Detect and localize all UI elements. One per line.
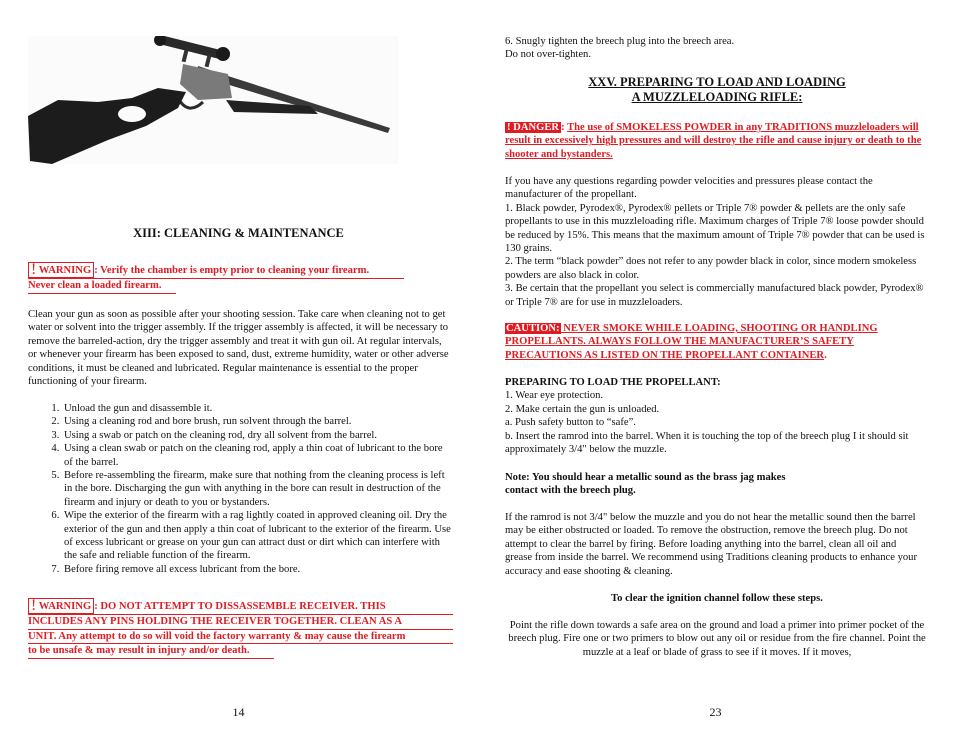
warning-text-line3: UNIT. Any attempt to do so will void the factory warranty & may cause the firearm — [28, 630, 453, 644]
right-page — [477, 0, 954, 738]
danger-label: ! DANGER — [507, 122, 560, 133]
warning-label: WARNING — [38, 601, 92, 612]
warning-label-box — [28, 598, 94, 614]
list-item: 2. Using a cleaning rod and bore brush, run solvent through the barrel. — [62, 415, 452, 428]
list-item: 7. Before firing remove all excess lubricant from the bore. — [62, 563, 452, 576]
warning-symbol: ! — [31, 597, 37, 614]
danger-separator: : — [561, 122, 568, 133]
danger-text: The use of SMOKELESS POWDER in any TRADITIONS muzzleloaders will result in excessively high pressures and will destroy the rifle and cause injury or death to the shooter and bystanders. — [505, 122, 922, 160]
list-item: 6. Wipe the exterior of the firearm with a rag lightly coated in approved cleaning oil. Dry the exterior of the gun and then apply a thin coat of lubricant to the exterior of the firearm. Use of excess lubricant or grease on your gun can attract dust or dirt which can interfere with the safe and reliable function of the firearm. — [62, 509, 452, 563]
warning-notice-2 — [28, 598, 453, 659]
rifle-illustration — [28, 36, 398, 164]
note — [505, 471, 929, 498]
prep-heading: PREPARING TO LOAD THE PROPELLANT: — [505, 377, 721, 388]
paragraph: 2. The term “black powder” does not refer to any powder black in color, since modern smokeless powders are also black in color. — [505, 256, 917, 281]
warning-text-line2: INCLUDES ANY PINS HOLDING THE RECEIVER TOGETHER. CLEAN AS A — [28, 615, 453, 629]
propellant-info — [505, 175, 929, 309]
section-title-2 — [567, 75, 867, 105]
warning-label: WARNING — [38, 265, 92, 276]
ignition-paragraph: Point the rifle down towards a safe area on the ground and load a primer into primer pocket of the breech plug. Fire one or two primers to blow out any oil or residue from the fire channel. Point the muzzle at a leaf or blade of grass to see if it moves. If it moves, — [508, 620, 926, 658]
warning-notice-1 — [28, 262, 458, 294]
step-6 — [505, 35, 925, 62]
rifle-photo — [28, 36, 398, 164]
prep-section — [505, 376, 929, 456]
page-number-right: 23 — [709, 705, 722, 719]
note-line1: Note: You should hear a metallic sound as the brass jag makes — [505, 472, 786, 483]
caution-notice — [505, 322, 929, 362]
list-item: 4. Using a clean swab or patch on the cleaning rod, apply a thin coat of lubricant to the bore of the barrel. — [62, 442, 452, 469]
section-title-line1: XXV. PREPARING TO LOAD AND LOADING — [588, 75, 846, 89]
section-title: XIII: CLEANING & MAINTENANCE — [133, 226, 344, 240]
warning-symbol: ! — [31, 261, 37, 278]
paragraph: 1. Black powder, Pyrodex®, Pyrodex® pellets or Triple 7® powder & pellets are the only safe propellants to use in this muzzleloading rifle. Maximum charges of Triple 7® loose powder should be reduced by 15%. This means that the maximum amount of Triple 7® powder that can be used is 130 grains. — [505, 202, 925, 255]
warning-text-line1: : Verify the chamber is empty prior to cleaning your firearm. — [94, 265, 370, 276]
caution-label: CAUTION: — [506, 323, 560, 334]
list-item: 2. Make certain the gun is unloaded. — [505, 403, 660, 415]
section-title-line2: A MUZZLELOADING RIFLE: — [631, 90, 803, 104]
paragraph: 3. Be certain that the propellant you select is commercially manufactured black powder, Pyrodex® or Triple 7® are for use in muzzleloaders. — [505, 283, 924, 308]
obstruction-paragraph: If the ramrod is not 3/4" below the muzzle and you do not hear the metallic sound then the barrel may be either obstructed or loaded. To remove the obstruction, remove the breech plug. Do not attempt to clear the barrel by firing. Before loading anything into the barrel, clean all oil and grease from inside the barrel. We recommend using Traditions cleaning products to enhance your accuracy and ease shooting & cleaning. — [505, 512, 917, 577]
note-line2: contact with the breech plug. — [505, 485, 636, 497]
danger-notice — [505, 121, 927, 161]
cleaning-steps — [28, 402, 452, 576]
ignition-heading: To clear the ignition channel follow these steps. — [611, 593, 823, 604]
list-item: 1. Wear eye protection. — [505, 390, 604, 402]
list-item: a. Push safety button to “safe”. — [505, 417, 636, 429]
list-item: b. Insert the ramrod into the barrel. When it is touching the top of the breech plug I it should sit approximately 3/4" below the muzzle. — [505, 430, 909, 456]
warning-label-box — [28, 262, 94, 278]
caution-text: NEVER SMOKE WHILE LOADING, SHOOTING OR HANDLING PROPELLANTS. ALWAYS FOLLOW THE MANUFACTURER’S SAFETY PRECAUTIONS AS LISTED ON THE PROPELLANT CONTAINER — [505, 323, 878, 361]
warning-text-line1: : DO NOT ATTEMPT TO DISSASSEMBLE RECEIVER. THIS — [94, 601, 386, 612]
warning-text-line4: to be unsafe & may result in injury and/or death. — [28, 644, 274, 658]
step-6-line2: Do not over-tighten. — [505, 49, 591, 61]
caution-period: . — [824, 349, 827, 361]
list-item: 3. Using a swab or patch on the cleaning rod, dry all solvent from the barrel. — [62, 429, 452, 442]
warning-text-line2: Never clean a loaded firearm. — [28, 279, 176, 293]
list-item: 5. Before re-assembling the firearm, make sure that nothing from the cleaning process is left in the bore. Discharging the gun with anything in the bore can result in destruction of the firearm and injury or death to you or bystanders. — [62, 469, 452, 509]
page-number-left: 14 — [232, 705, 245, 719]
step-6-line1: 6. Snugly tighten the breech plug into the breech area. — [505, 36, 735, 47]
list-item: 1. Unload the gun and disassemble it. — [62, 402, 452, 415]
intro-paragraph: Clean your gun as soon as possible after your shooting session. Take care when cleaning not to get water or solvent into the trigger assembly. If the trigger assembly is affected, it will be necessary to remove the barreled-action, dry the trigger assembly and treat it with gun oil. At regular intervals, or whenever your firearm has been exposed to sand, dust, extreme humidity, water or other adverse conditions, it must be cleaned and lubricated. Regular maintenance is essential to the proper functioning of your firearm. — [28, 309, 449, 388]
paragraph: If you have any questions regarding powder velocities and pressures please contact the manufacturer of the propellant. — [505, 176, 873, 201]
